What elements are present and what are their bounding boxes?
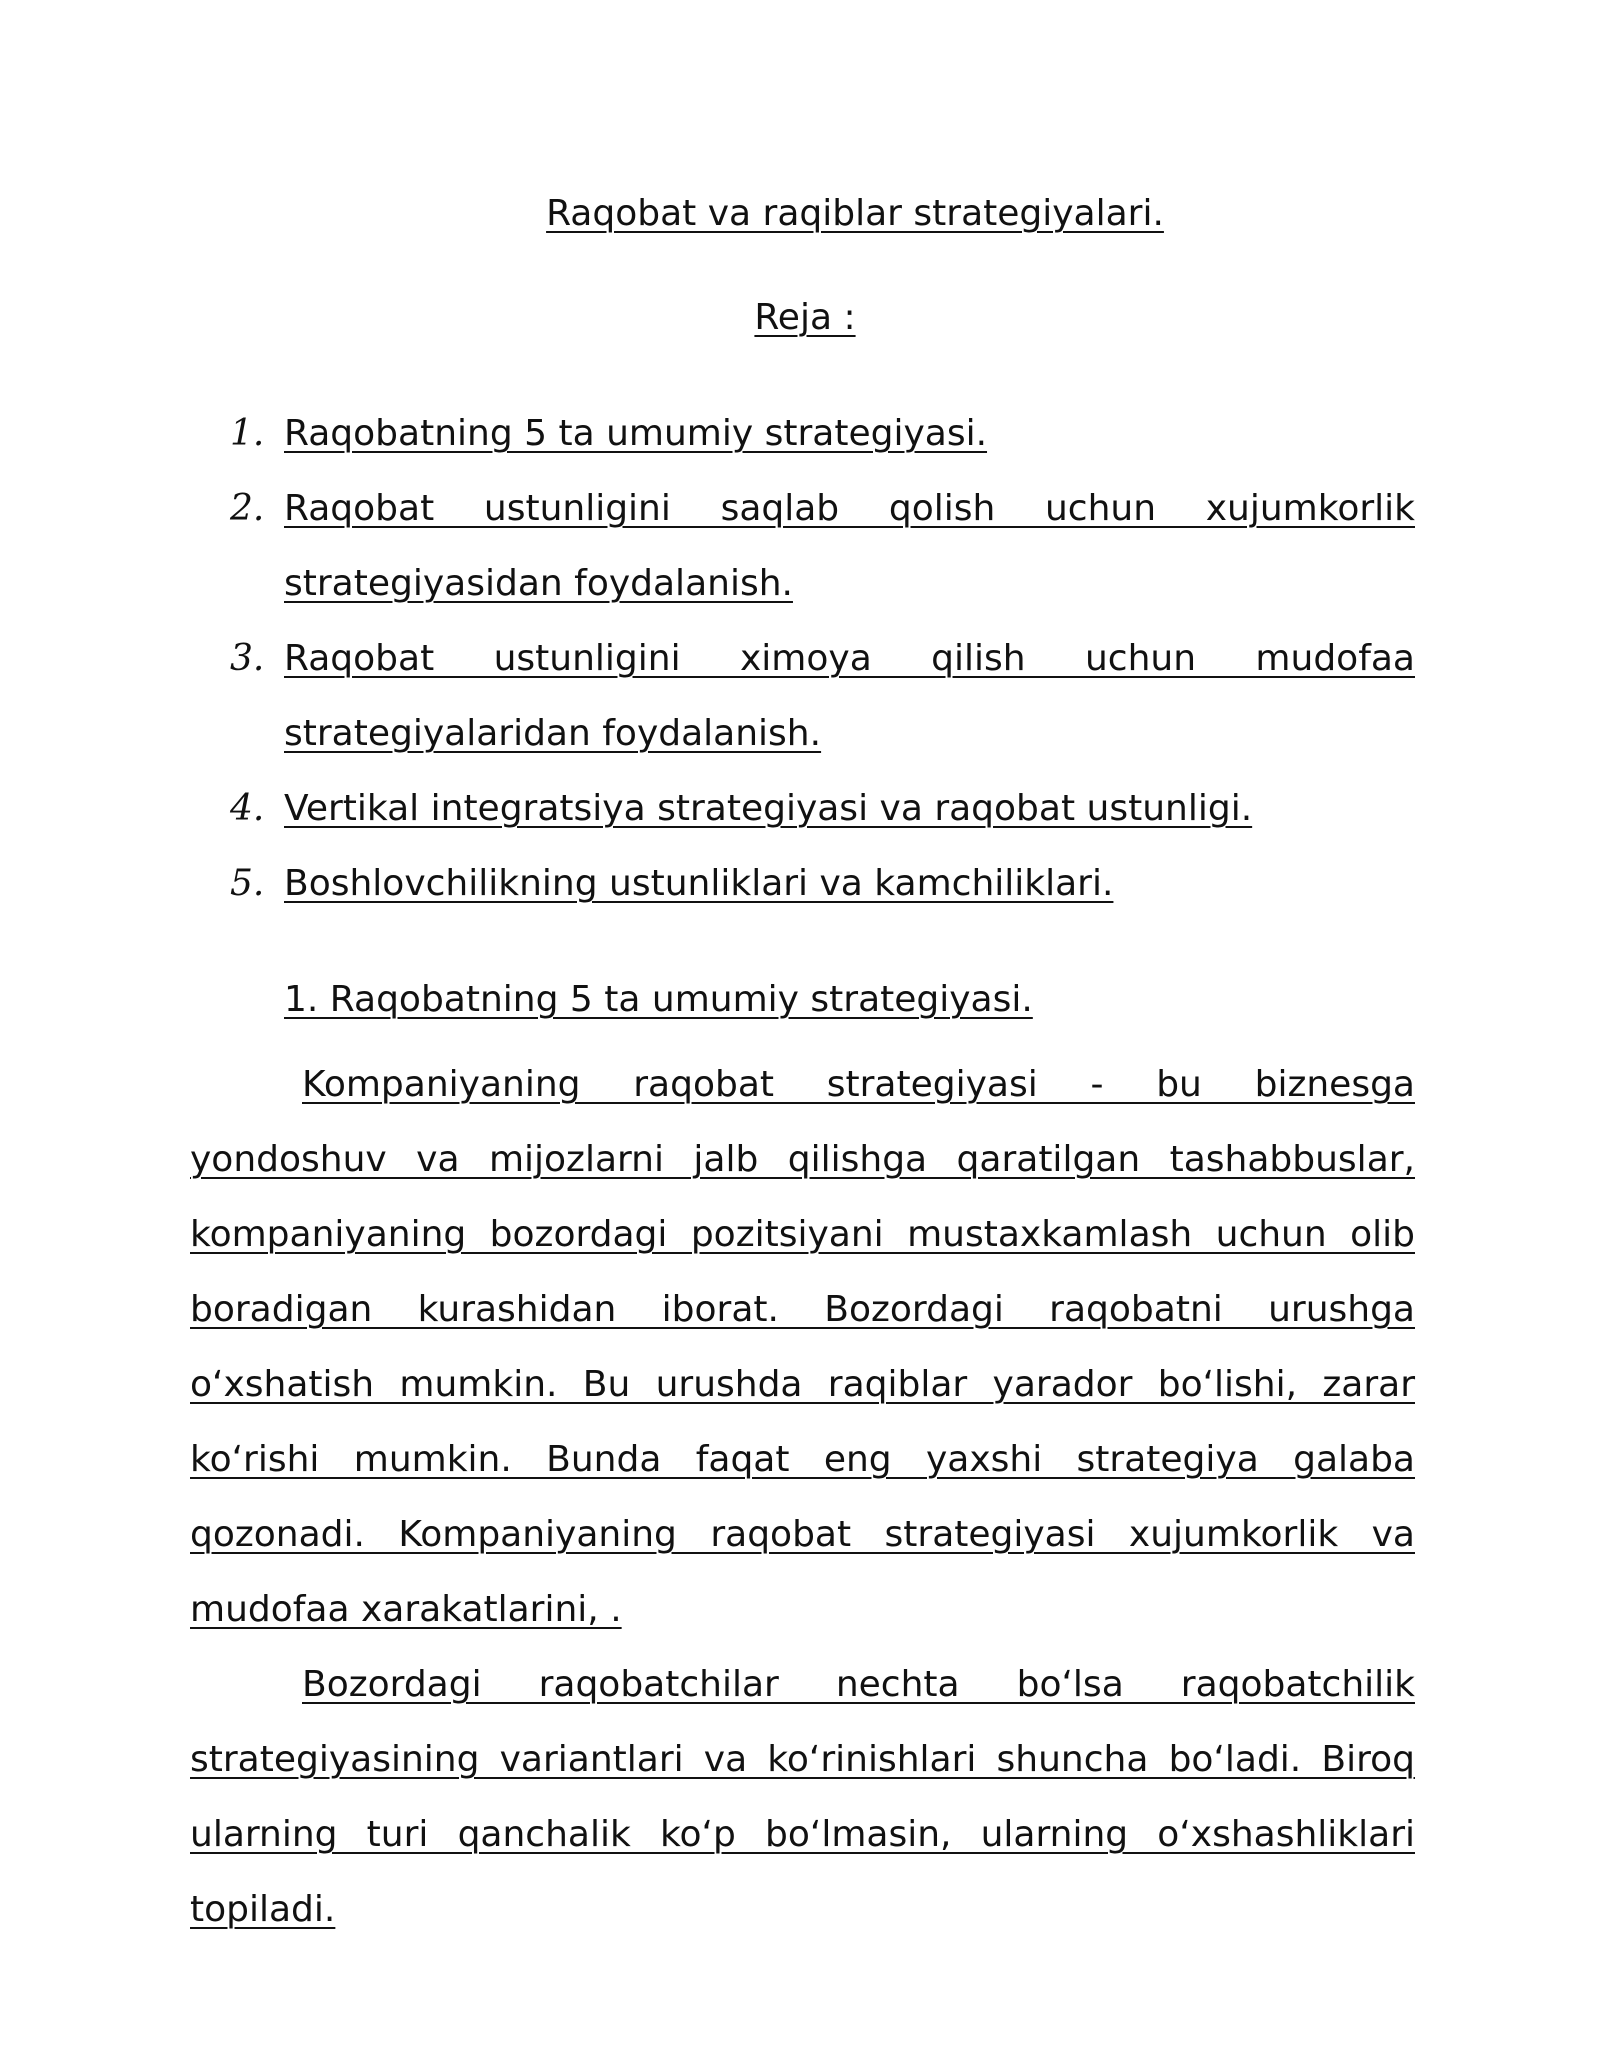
plan-item-label: Boshlovchilikning ustunliklari va kamchiliklari. — [284, 863, 1114, 904]
plan-item — [230, 771, 1415, 846]
body-text — [190, 1047, 1415, 1947]
plan-item — [230, 621, 1415, 771]
plan-item-number: 3. — [230, 638, 265, 679]
plan-item-number: 5. — [230, 863, 265, 904]
document-title-text: Raqobat va raqiblar strategiyalari. — [546, 193, 1164, 234]
plan-item-number: 4. — [230, 788, 265, 829]
section-heading-text: 1. Raqobatning 5 ta umumiy strategiyasi. — [284, 979, 1033, 1020]
body-paragraph: Bozordagi raqobatchilar nechta bo‘lsa raqobatchilik strategiyasining variantlari va ko‘rinishlari shuncha bo‘ladi. Biroq ularning turi qanchalik ko‘p bo‘lmasin, ularning o‘xshashliklari topiladi. — [190, 1664, 1415, 1930]
plan-item-number: 2. — [230, 488, 265, 529]
plan-item-label: Raqobat ustunligini saqlab qolish uchun xujumkorlik strategiyasidan foydalanish. — [284, 488, 1415, 604]
plan-heading — [0, 294, 1600, 342]
plan-item-label: Raqobat ustunligini ximoya qilish uchun mudofaa strategiyalaridan foydalanish. — [284, 638, 1415, 754]
document-title — [0, 190, 1600, 238]
plan-item — [230, 396, 1415, 471]
body-paragraph: Kompaniyaning raqobat strategiyasi - bu biznesga yondoshuv va mijozlarni jalb qilishga qaratilgan tashabbuslar, kompaniyaning bozordagi pozitsiyani mustaxkamlash uchun olib boradigan kurashidan iborat. Bozordagi raqobatni urushga o‘xshatish mumkin. Bu urushda raqiblar yarador bo‘lishi, zarar ko‘rishi mumkin. Bunda faqat eng yaxshi strategiya galaba qozonadi. Kompaniyaning raqobat strategiyasi xujumkorlik va mudofaa xarakatlarini, . — [190, 1064, 1415, 1630]
plan-list — [230, 396, 1415, 921]
plan-heading-text: Reja : — [754, 297, 856, 338]
plan-item-number: 1. — [230, 413, 265, 454]
plan-item-label: Raqobatning 5 ta umumiy strategiyasi. — [284, 413, 988, 454]
plan-item-label: Vertikal integratsiya strategiyasi va raqobat ustunligi. — [284, 788, 1253, 829]
plan-item — [230, 471, 1415, 621]
plan-item — [230, 846, 1415, 921]
section-heading — [284, 976, 1033, 1024]
